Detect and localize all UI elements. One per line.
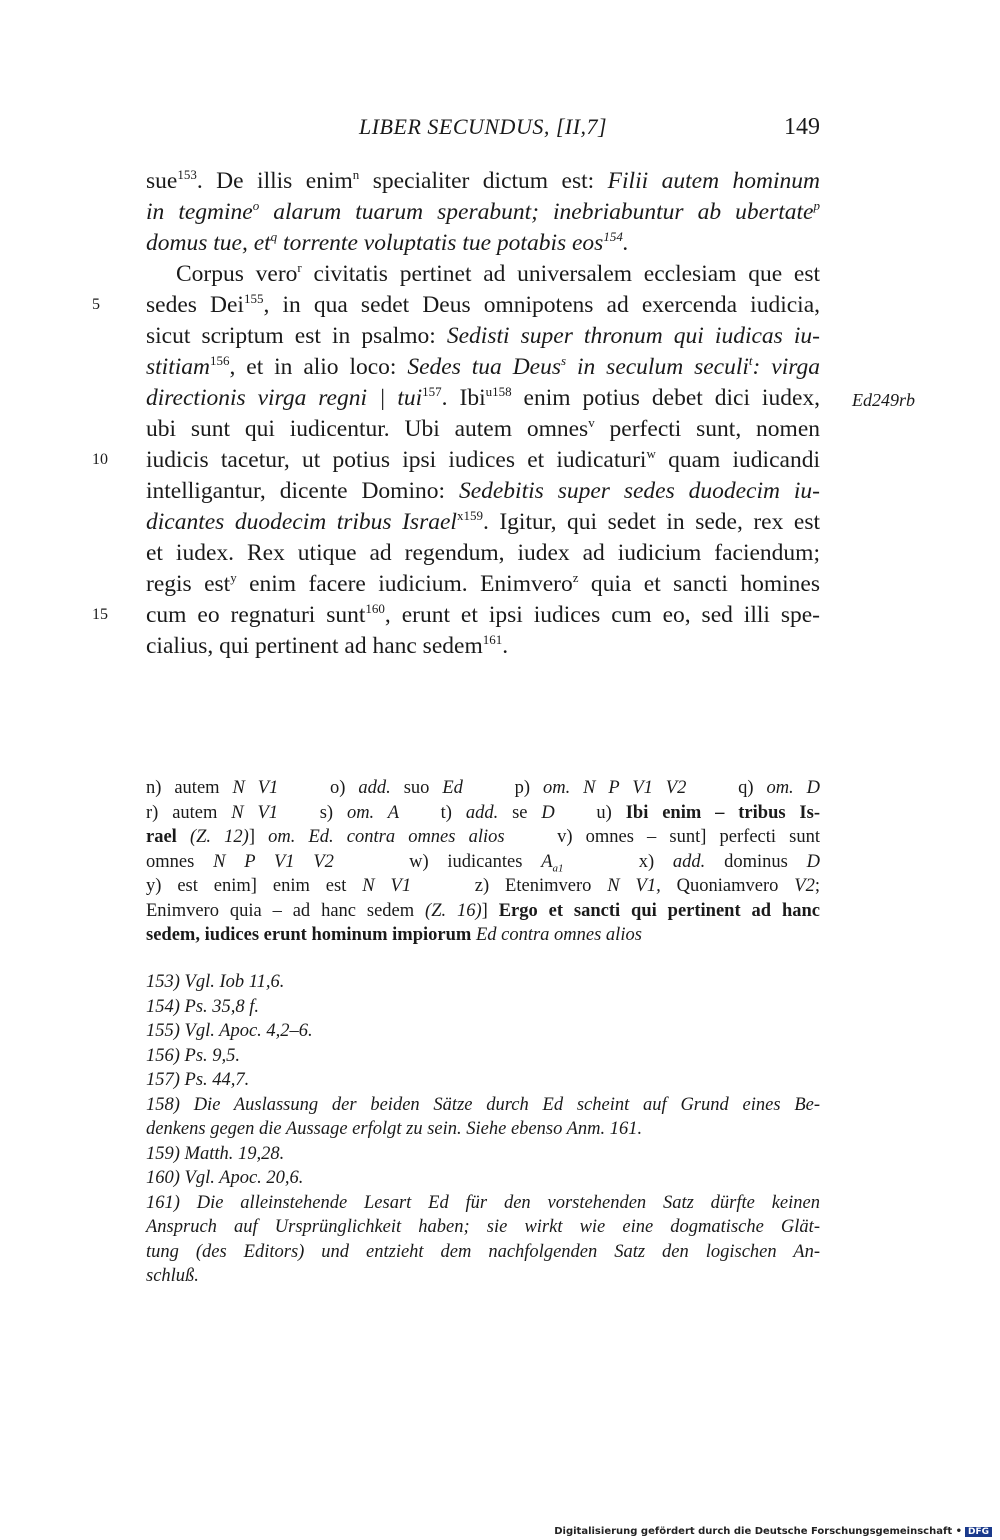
running-head: LIBER SECUNDUS, [II,7] <box>359 114 608 139</box>
dfg-logo: DFG <box>965 1527 992 1537</box>
page-header <box>146 114 820 144</box>
line-number-15: 15 <box>92 606 108 623</box>
credit-text: Digitalisierung gefördert durch die Deutsche Forschungsgemeinschaft • <box>554 1526 962 1537</box>
critical-apparatus: n) autem N V1 o) add. suo Ed p) om. N P V1 V2 q) om. D r) autem N V1 s) om. A t) add. se D u) Ibi enim – tribus Is- rael (Z. 12)] om. Ed. contra omnes alios v) omnes – sunt] perfecti sunt omnes N P V1 V2 w) iudicantes $A_{a1}$ x) add. dominus D y) est enim] enim est N V1 z) Etenimvero N V1, Quoniamvero V2; Enimvero quia – ad hanc sedem (Z. 16)] Ergo et sancti qui pertinent ad hanc sedem, iudices erunt hominum impiorum Ed contra omnes alios <box>146 778 820 945</box>
footnotes: 153) Vgl. Iob 11,6. 154) Ps. 35,8 f. 155) Vgl. Apoc. 4,2–6. 156) Ps. 9,5. 157) Ps. 44,7. 158) Die Auslassung der beiden Sätze durch Ed scheint auf Grund eines Be- denkens gegen die Aussage erfolgt zu sein. Siehe ebenso Anm. 161. 159) Matth. 19,28. 160) Vgl. Apoc. 20,6. 161) Die alleinstehende Lesart Ed für den vorstehenden Satz dürfte keinen Anspruch auf Ursprünglichkeit haben; sie wirkt wie eine dogmatische Glät- tung (des Editors) und entzieht dem nachfolgenden Satz den logischen An- schluß. <box>146 972 820 1286</box>
line-number-5: 5 <box>92 296 100 313</box>
marginal-folio-reference: Ed249rb <box>852 390 915 410</box>
page-number: 149 <box>784 114 820 140</box>
line-number-10: 10 <box>92 451 108 468</box>
digitization-credit <box>554 1526 992 1537</box>
main-text: sue$^{153}$. De illis enim$^n$ specialiter dictum est: Filii autem hominum in tegmine$^o$ alarum tuarum sperabunt; inebriabuntur ab ubertate$^p$ domus tue, $et^q$ torrente voluptatis tue potabis eos$^{154}$. Corpus vero$^r$ civitatis pertinet ad universalem ecclesiam que est sedes Dei$^{155}$, in qua sedet Deus omnipotens ad exercenda iudicia, sicut scriptum est in psalmo: Sedisti super thronum qui iudicas iu- stitiam$^{156}$, et in alio loco: Sedes tua Deus$^s$ in seculum seculi$^t$: virga directionis virga regni | tui$^{157}$. Ibi$^{u158}$ enim potius debet dici iudex, ubi sunt qui iudicentur. Ubi autem omnes$^v$ perfecti sunt, nomen iudicis tacetur, ut potius ipsi iudices et iudicaturi$^w$ quam iudicandi intelligantur, dicente Domino: Sedebitis super sedes duodecim iu- dicantes duodecim tribus Israel$^{x159}$. Igitur, qui sedet in sede, rex est et iudex. Rex utique ad regendum, iudex ad iudicium faciendum; regis est$^y$ enim facere iudicium. Enimvero$^z$ quia et sancti homines cum eo regnaturi sunt$^{160}$, erunt et ipsi iudices cum eo, sed illi spe- cialius, qui pertinent ad hanc sedem$^{161}$. <box>146 167 821 659</box>
